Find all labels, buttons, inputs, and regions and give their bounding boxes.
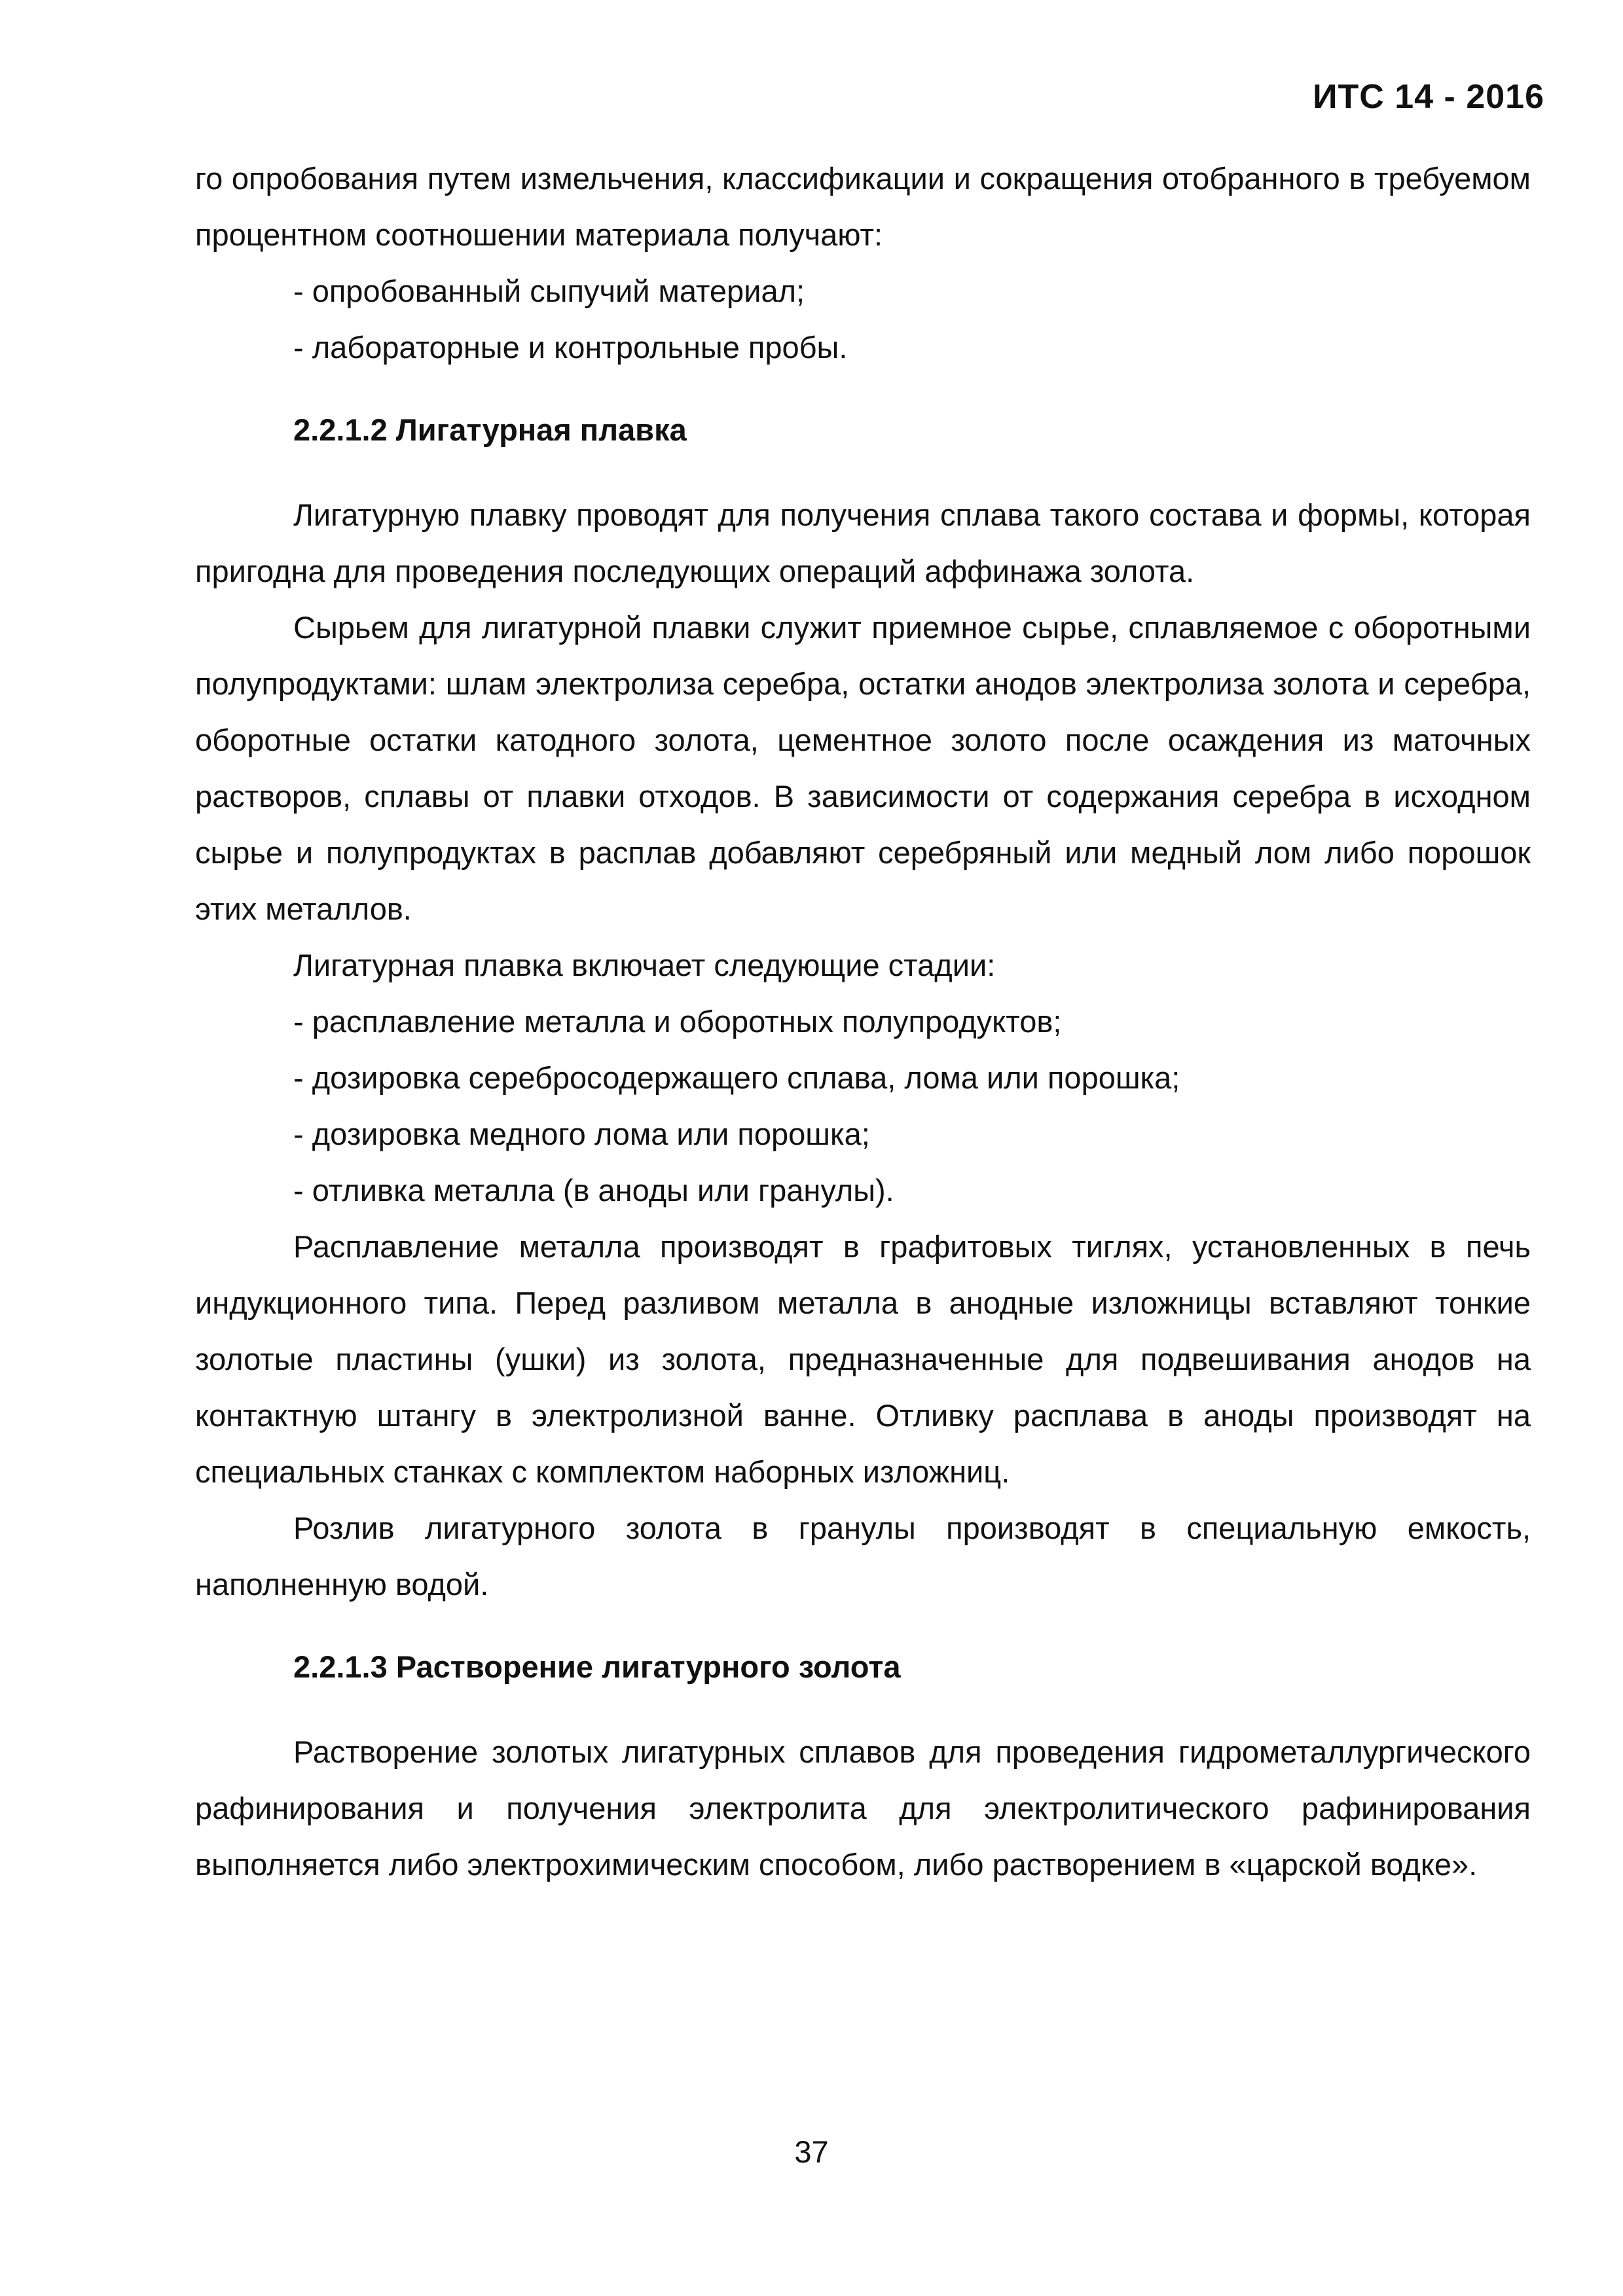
- paragraph: Расплавление металла производят в графитовых тиглях, установленных в печь индукционного типа. Перед разливом металла в анодные изложницы вставляют тонкие золотые пластины (ушки) из золота, предназначенные для подвешивания анодов на контактную штангу в электролизной ванне. Отливку расплава в аноды производят на специальных станках с комплектом наборных изложниц.: [195, 1229, 1531, 1489]
- document-code: ИТС 14 - 2016: [1313, 78, 1544, 116]
- paragraph-continued: го опробования путем измельчения, классификации и сокращения отобранного в требуемом процентном соотношении материала получают:: [195, 161, 1531, 252]
- list-item: - отливка металла (в аноды или гранулы).: [293, 1173, 894, 1208]
- list-item: - расплавление металла и оборотных полупродуктов;: [293, 1004, 1062, 1039]
- paragraph: Растворение золотых лигатурных сплавов для проведения гидрометаллургического рафинирования и получения электролита для электролитического рафинирования выполняется либо электрохимическим способом, либо растворением в «царской водке».: [195, 1734, 1531, 1882]
- list-item: - дозировка серебросодержащего сплава, лома или порошка;: [293, 1060, 1180, 1095]
- section-heading: 2.2.1.3 Растворение лигатурного золота: [293, 1649, 901, 1684]
- paragraph: Сырьем для лигатурной плавки служит приемное сырье, сплавляемое с оборотными полупродуктами: шлам электролиза серебра, остатки анодов электролиза золота и серебра, оборотные остатки катодного золота, цементное золото после осаждения из маточных растворов, сплавы от плавки отходов. В зависимости от содержания серебра в исходном сырье и полупродуктах в расплав добавляют серебряный или медный лом либо порошок этих металлов.: [195, 610, 1531, 926]
- paragraph: Лигатурная плавка включает следующие стадии:: [293, 948, 996, 982]
- section-heading: 2.2.1.2 Лигатурная плавка: [293, 412, 687, 447]
- paragraph: Розлив лигатурного золота в гранулы производят в специальную емкость, наполненную водой.: [195, 1511, 1531, 1602]
- list-item: - лабораторные и контрольные пробы.: [293, 330, 848, 365]
- list-item: - дозировка медного лома или порошка;: [293, 1117, 870, 1151]
- paragraph: Лигатурную плавку проводят для получения сплава такого состава и формы, которая пригодна для проведения последующих операций аффинажа золота.: [195, 497, 1531, 588]
- page-number: 37: [794, 2134, 829, 2169]
- list-item: - опробованный сыпучий материал;: [293, 274, 805, 308]
- page-content: [195, 151, 1531, 1893]
